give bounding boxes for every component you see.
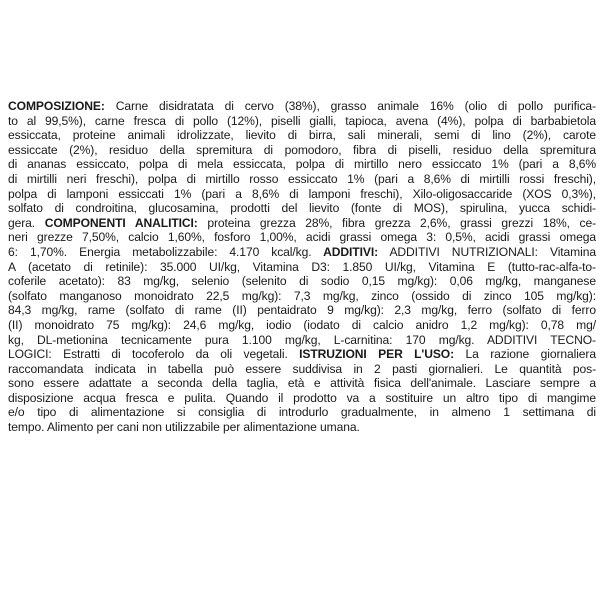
text-segment: e/o tipo di alimentazione si consiglia di introdurlo gradualmente, in almeno 1 settimana di [8,405,596,420]
text-segment: raccomandata indicata in tabella può essere suddivisa in 2 pasti giornalieri. Le quantità pos- [8,361,596,376]
text-segment: proteina grezza 28%, fibra grezza 2,6%, grassi grezzi 18%, ce- [197,215,596,230]
text-segment: 84,3 mg/kg, rame (solfato di rame (II) pentaidrato 9 mg/kg): 2,3 mg/kg, ferro (solfato di ferro [8,303,596,318]
text-segment: Carne disidratata di cervo (38%), grasso animale 16% (olio di pollo purifica- [104,99,596,113]
text-line [8,201,596,216]
text-line [8,143,596,158]
text-segment: di mirtilli neri freschi), polpa di mirtillo rosso essiccato 1% (pari a 8,6% di mirtilli rossi freschi), [8,171,596,186]
text-line [8,289,596,304]
ingredients-label-text [8,99,596,435]
text-segment: sono essere adattate a seconda della taglia, età e attività fisica dell'animale. Lasciare sempre a [8,376,596,391]
text-segment: solfato di condroitina, glucosamina, prodotti del lievito (fonte di MOS), spirulina, yucca schidi- [8,201,596,216]
text-segment: coferile acetato): 83 mg/kg, selenio (selenito di sodio 0,15 mg/kg): 0,06 mg/kg, manganese [8,274,596,289]
text-line [8,114,596,129]
text-segment: polpa di lamponi essiccati 1% (pari a 8,6% di lamponi freschi), Xilo-oligosaccaride (XOS 0,3%), [8,186,596,201]
text-segment: kg, DL-metionina tecnicamente pura 1.100 mg/kg, L-carnitina: 170 mg/kg. ADDITIVI TECNO- [8,332,596,347]
text-segment: essiccata, proteine animali idrolizzate, lievito di birra, sali minerali, semi di lino (2%), carote [8,128,596,143]
text-line [8,157,596,172]
text-segment: LOGICI: Estratti di tocoferolo da oli vegetali. [8,347,288,362]
text-segment: A (acetato di retinile): 35.000 UI/kg, Vitamina D3: 1.850 UI/kg, Vitamina E (tutto-rac-alfa-to- [8,259,596,274]
text-line [8,376,596,391]
text-segment: gera. [8,215,36,230]
text-segment: neri grezze 7,50%, calcio 1,60%, fosforo 1,00%, acidi grassi omega 3: 0,5%, acidi grassi omega [8,230,596,245]
section-heading: ISTRUZIONI PER L'USO: [287,347,455,362]
text-line [8,420,596,435]
text-line [8,172,596,187]
text-segment: disposizione acqua fresca e pulita. Quando il prodotto va a sostituire un altro tipo di mangime [8,390,596,405]
text-line [8,260,596,275]
section-heading: COMPOSIZIONE: [8,99,105,113]
text-line [8,318,596,333]
text-segment: La razione giornaliera [454,347,596,362]
text-segment: essiccate (2%), residuo della spremitura di pomodoro, fibra di piselli, residuo della spremitura [8,142,596,157]
text-line [8,391,596,406]
text-segment: (II) monoidrato 75 mg/kg): 24,6 mg/kg, iodio (iodato di calcio anidro 1,2 mg/kg): 0,78 mg/ [8,317,596,332]
text-line [8,405,596,420]
text-line [8,99,596,114]
text-line [8,216,596,231]
text-segment: (solfato manganoso monoidrato 22,5 mg/kg): 7,3 mg/kg, zinco (ossido di zinco 105 mg/kg): [8,288,596,303]
text-line [8,230,596,245]
text-line [8,362,596,377]
text-line [8,347,596,362]
text-segment: ADDITIVI NUTRIZIONALI: Vitamina [378,244,596,259]
text-line [8,245,596,260]
section-heading: ADDITIVI: [311,244,379,259]
text-segment: tempo. Alimento per cani non utilizzabile per alimentazione umana. [8,420,360,435]
text-segment: to al 99,5%), carne fresca di pollo (12%), piselli gialli, tapioca, avena (4%), polpa di barbabietola [8,113,596,128]
text-segment: di ananas essiccato, polpa di mela essiccata, polpa di mirtillo nero essiccato 1% (pari a 8,6% [8,157,596,172]
text-line [8,128,596,143]
text-line [8,274,596,289]
text-segment: 6: 1,70%. Energia metabolizzabile: 4.170 kcal/kg. [8,244,312,259]
text-line [8,303,596,318]
text-line [8,187,596,202]
section-heading: COMPONENTI ANALITICI: [35,215,198,230]
text-line [8,333,596,348]
